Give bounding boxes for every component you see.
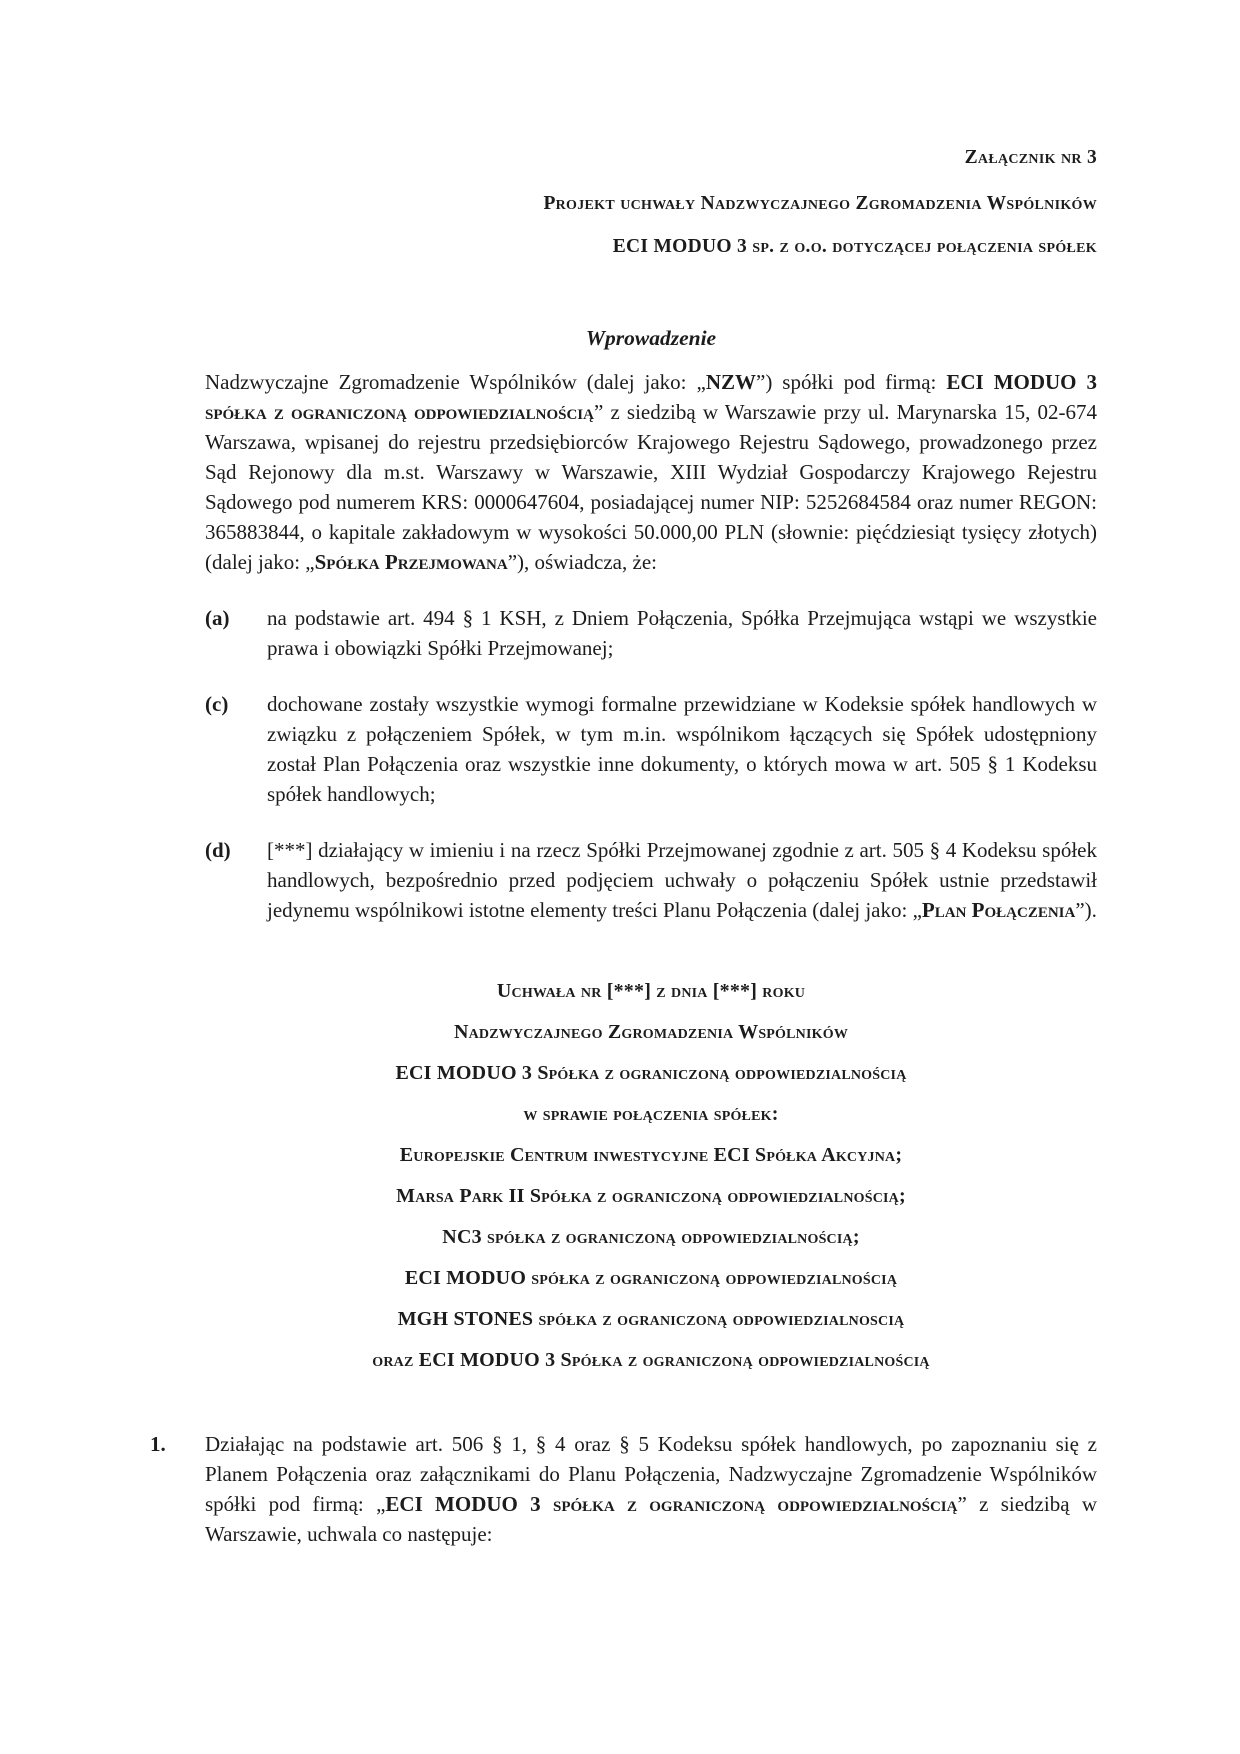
document-subtitle: ECI MODUO 3 sp. z o.o. dotyczącej połączenia spółek — [612, 236, 1097, 257]
list-item-c-label: (c) — [205, 692, 229, 716]
list-item-d-text: [***] działający w imieniu i na rzecz Spółki Przejmowanej zgodnie z art. 505 § 4 Kodeksu spółek handlowych, bezpośrednio przed podjęciem uchwały o połączeniu Spółek ustnie przedstawił jedynemu wspólnikowi istotne elementy treści Planu Połączenia (dalej jako: „Plan Połączenia”). — [267, 838, 1097, 922]
list-item-a-text: na podstawie art. 494 § 1 KSH, z Dniem Połączenia, Spółka Przejmująca wstąpi we wszystkie prawa i obowiązki Spółki Przejmowanej; — [267, 606, 1097, 660]
list-item-c-text: dochowane zostały wszystkie wymogi formalne przewidziane w Kodeksie spółek handlowych w związku z połączeniem Spółek, w tym m.in. wspólnikom łączących się Spółek udostępniony został Plan Połączenia oraz wszystkie inne dokumenty, o których mowa w art. 505 § 1 Kodeksu spółek handlowych; — [267, 692, 1097, 806]
attachment-label: Załącznik nr 3 — [964, 147, 1097, 168]
list-item-c — [205, 689, 1097, 809]
resolution-heading-2: Nadzwyczajnego Zgromadzenia Wspólników — [453, 1021, 849, 1043]
document-title: Projekt uchwały Nadzwyczajnego Zgromadzenia Wspólników — [543, 193, 1097, 214]
numbered-item-1-text: Działając na podstawie art. 506 § 1, § 4 oraz § 5 Kodeksu spółek handlowych, po zapoznaniu się z Planem Połączenia oraz załącznikami do Planu Połączenia, Nadzwyczajne Zgromadzenie Wspólników spółki pod firmą: „ECI MODUO 3 spółka z ograniczoną odpowiedzialnością” z siedzibą w Warszawie, uchwala co następuje: — [205, 1432, 1097, 1546]
resolution-heading-4: w sprawie połączenia spółek: — [523, 1103, 779, 1125]
resolution-heading-7: NC3 spółka z ograniczoną odpowiedzialnością; — [442, 1226, 860, 1248]
resolution-heading-1: Uchwała nr [***] z dnia [***] roku — [496, 980, 806, 1002]
document-header — [205, 145, 1097, 260]
resolution-heading-6: Marsa Park II Spółka z ograniczoną odpowiedzialnością; — [396, 1185, 906, 1207]
intro-paragraph: Nadzwyczajne Zgromadzenie Wspólników (dalej jako: „NZW”) spółki pod firmą: ECI MODUO 3 spółka z ograniczoną odpowiedzialnością” z siedzibą w Warszawie przy ul. Marynarska 15, 02-674 Warszawa, wpisanej do rejestru przedsiębiorców Krajowego Rejestru Sądowego, prowadzonego przez Sąd Rejonowy dla m.st. Warszawy w Warszawie, XIII Wydział Gospodarczy Krajowego Rejestru Sądowego pod numerem KRS: 0000647604, posiadającej numer NIP: 5252684584 oraz numer REGON: 365883844, o kapitale zakładowym w wysokości 50.000,00 PLN (słownie: pięćdziesiąt tysięcy złotych) (dalej jako: „Spółka Przejmowana”), oświadcza, że: — [205, 370, 1097, 574]
resolution-heading-10: oraz ECI MODUO 3 Spółka z ograniczoną odpowiedzialnością — [372, 1349, 930, 1371]
numbered-item-1 — [150, 1429, 1097, 1549]
list-item-d — [205, 835, 1097, 925]
intro-heading: Wprowadzenie — [585, 326, 717, 350]
resolution-heading-3: ECI MODUO 3 Spółka z ograniczoną odpowiedzialnością — [395, 1062, 907, 1084]
resolution-heading-8: ECI MODUO spółka z ograniczoną odpowiedzialnością — [404, 1267, 898, 1289]
numbered-item-1-label: 1. — [150, 1432, 166, 1456]
list-item-a — [205, 603, 1097, 663]
resolution-heading-block — [205, 971, 1097, 1381]
list-item-a-label: (a) — [205, 606, 230, 630]
resolution-heading-5: Europejskie Centrum inwestycyjne ECI Spółka Akcyjna; — [399, 1144, 903, 1166]
list-item-d-label: (d) — [205, 838, 231, 862]
resolution-heading-9: MGH STONES spółka z ograniczoną odpowiedzialnoscią — [397, 1308, 905, 1330]
